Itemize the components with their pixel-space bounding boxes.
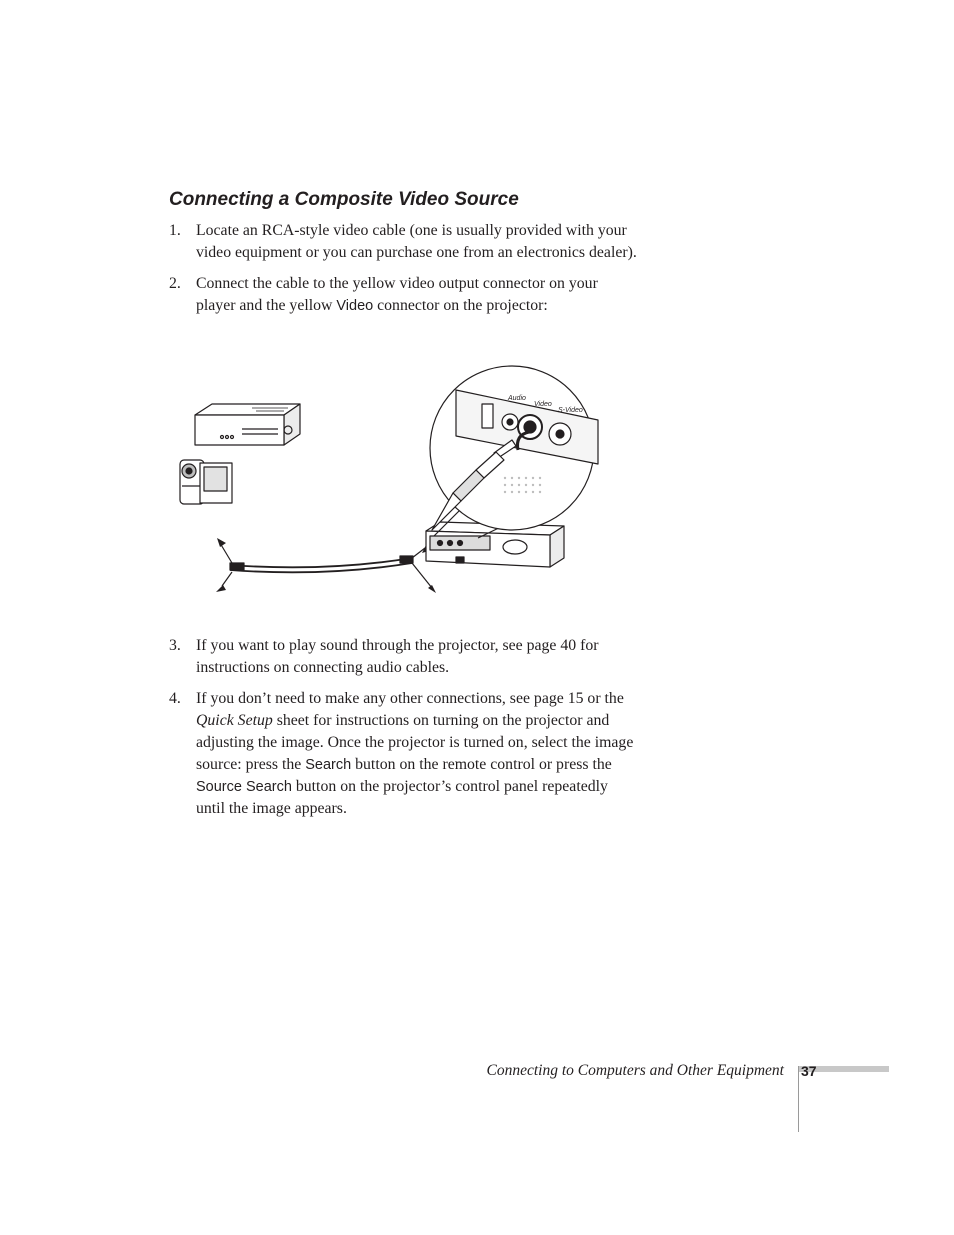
- step-3: [169, 635, 639, 679]
- rca-cable-icon: [220, 543, 432, 588]
- section-title: Connecting a Composite Video Source: [169, 189, 519, 210]
- camcorder-icon: [180, 460, 232, 504]
- step-2: [169, 273, 639, 317]
- step-text: connector on the projector:: [373, 297, 548, 314]
- page-number: 37: [801, 1063, 817, 1079]
- step-text: button on the projector’s control panel repeatedly until the image appears.: [196, 778, 608, 817]
- connection-diagram: [160, 360, 620, 605]
- connection-illustration: [160, 360, 620, 605]
- ui-label-search: Search: [305, 757, 352, 773]
- port-label-video: Video: [534, 401, 552, 408]
- step-text: If you want to play sound through the projector, see page 40 for instructions on connecting audio cables.: [196, 637, 599, 676]
- step-text: button on the remote control or press the: [351, 756, 612, 773]
- step-number: 3.: [169, 637, 181, 654]
- ui-label-source-search: Source Search: [196, 779, 292, 795]
- footer-chapter-title: Connecting to Computers and Other Equipment: [486, 1062, 784, 1079]
- step-text: Locate an RCA-style video cable (one is usually provided with your video equipment or you can purchase one from an electronics dealer).: [196, 222, 637, 261]
- port-label-s-video: S-Video: [558, 407, 583, 414]
- magnified-port-panel-icon: [430, 366, 598, 530]
- step-1: [169, 220, 639, 264]
- vcr-player-icon: [195, 404, 300, 445]
- step-4: [169, 688, 639, 820]
- step-text: sheet for instructions on turning on the projector and adjusting the image. Once the projector is turned on, select the image source: press the: [196, 712, 634, 773]
- step-number: 2.: [169, 275, 181, 292]
- step-text: If you don’t need to make any other connections, see page 15 or the: [196, 690, 624, 707]
- ui-label-video: Video: [336, 298, 374, 314]
- step-number: 1.: [169, 222, 181, 239]
- footer-rule: [798, 1066, 799, 1132]
- quick-setup-reference: Quick Setup: [196, 712, 273, 729]
- step-text: Connect the cable to the yellow video output connector on your player and the yellow: [196, 275, 598, 314]
- step-number: 4.: [169, 690, 181, 707]
- steps-list-top: [169, 220, 639, 317]
- steps-list-bottom: [169, 635, 639, 820]
- port-label-audio: Audio: [508, 395, 526, 402]
